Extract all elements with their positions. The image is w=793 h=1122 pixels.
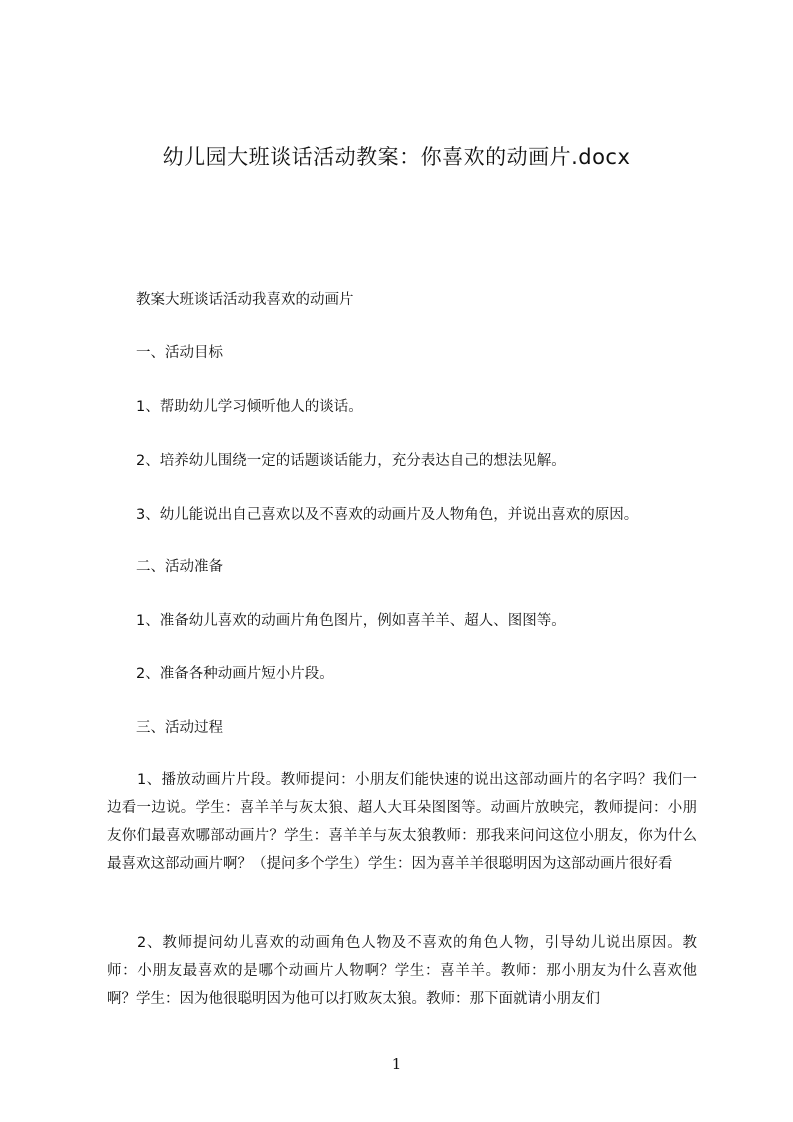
page-number: 1 — [391, 1055, 402, 1073]
document-subtitle: 教案大班谈话活动我喜欢的动画片 — [136, 292, 354, 308]
goal-item-2: 2、培养幼儿围绕一定的话题谈话能力，充分表达自己的想法见解。 — [136, 453, 566, 469]
process-paragraph-1: 1、播放动画片片段。教师提问：小朋友们能快速的说出这部动画片的名字吗？我们一边看一边说。学生：喜羊羊与灰太狼、超人大耳朵图图等。动画片放映完，教师提问：小朋友你们最喜欢哪部动画片？学生：喜羊羊与灰太狼教师：那我来问问这位小朋友，你为什么最喜欢这部动画片啊？（提问多个学生）学生：因为喜羊羊很聪明因为这部动画片很好看 — [107, 772, 697, 872]
document-title: 幼儿园大班谈话活动教案：你喜欢的动画片.docx — [162, 145, 631, 169]
goal-item-3: 3、幼儿能说出自己喜欢以及不喜欢的动画片及人物角色，并说出喜欢的原因。 — [136, 507, 639, 523]
goal-item-1: 1、帮助幼儿学习倾听他人的谈话。 — [136, 399, 363, 415]
preparation-item-1: 1、准备幼儿喜欢的动画片角色图片，例如喜羊羊、超人、图图等。 — [136, 613, 566, 629]
section-heading-goals: 一、活动目标 — [136, 345, 223, 361]
preparation-item-2: 2、准备各种动画片短小片段。 — [136, 666, 334, 682]
section-heading-preparation: 二、活动准备 — [136, 559, 223, 575]
process-paragraph-2: 2、教师提问幼儿喜欢的动画角色人物及不喜欢的角色人物，引导幼儿说出原因。教师：小朋友最喜欢的是哪个动画片人物啊？学生：喜羊羊。教师：那小朋友为什么喜欢他啊？学生：因为他很聪明因为他可以打败灰太狼。教师：那下面就请小朋友们 — [107, 935, 697, 1007]
section-heading-process: 三、活动过程 — [136, 720, 223, 736]
